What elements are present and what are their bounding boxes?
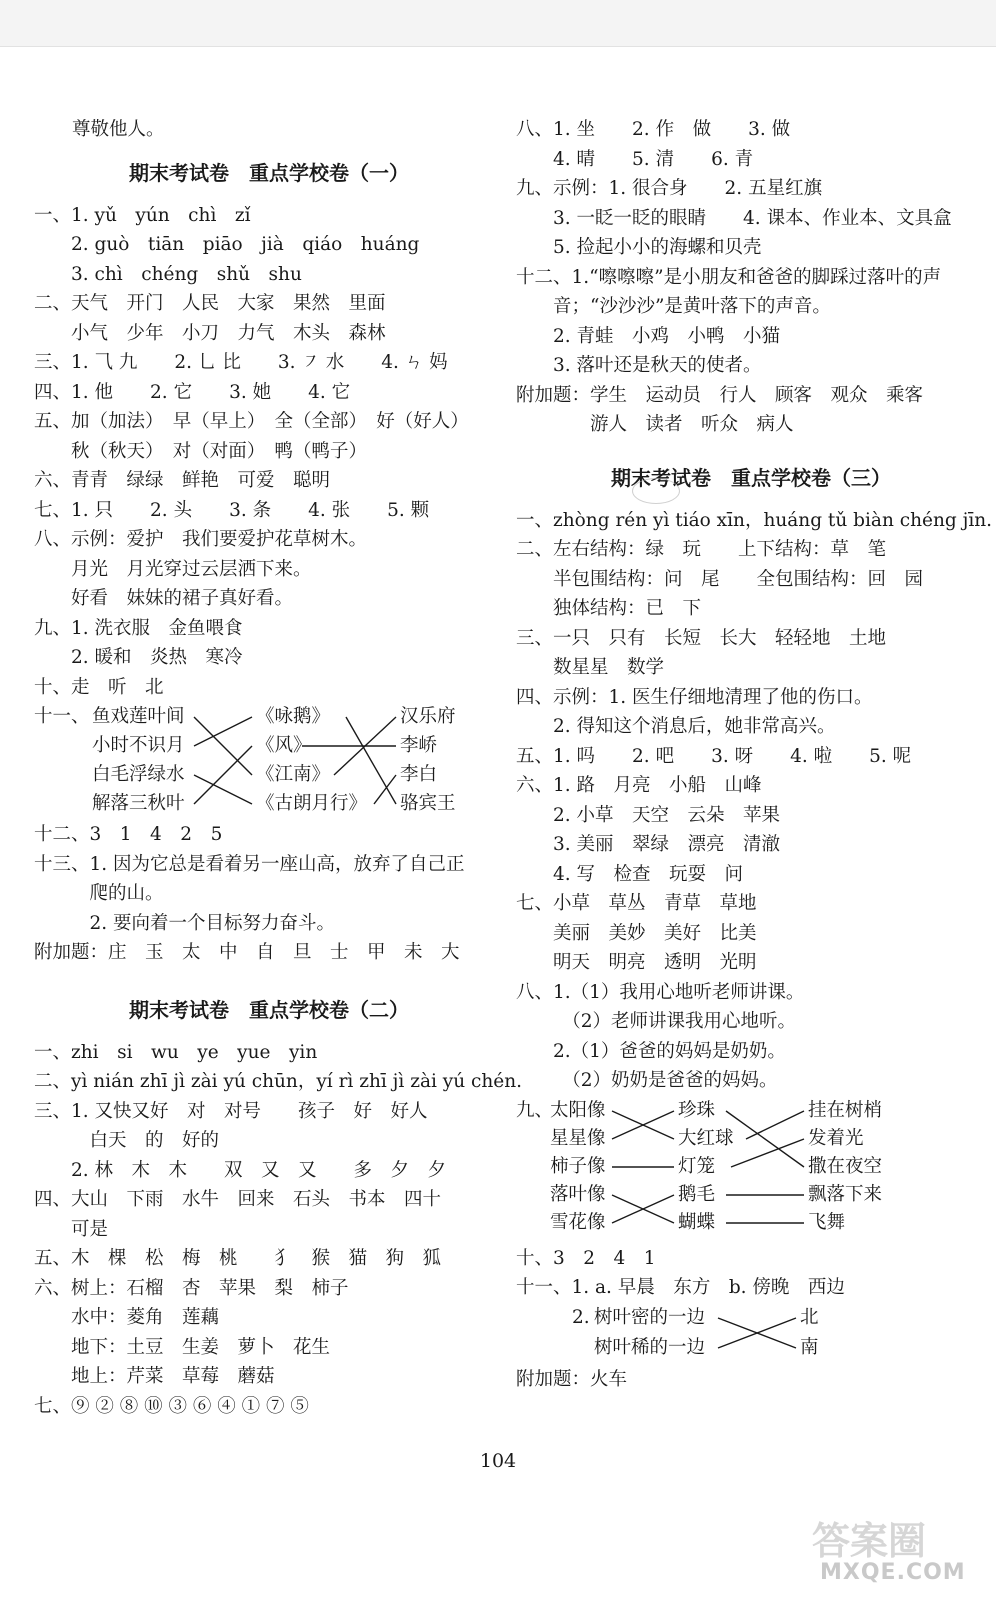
answer-line: 游人 读者 听众 病人	[516, 414, 794, 435]
match-connector-lines	[516, 1096, 986, 1244]
answer-line: 四、1. 他 2. 它 3. 她 4. 它	[34, 381, 351, 403]
answer-line: 七、小草 草丛 青草 草地	[516, 893, 757, 914]
answer-line: 六、树上：石榴 杏 苹果 梨 柿子	[34, 1277, 349, 1299]
poem-match-diagram	[34, 702, 504, 820]
answer-line: 五、木 棵 松 梅 桃 犭 猴 猫 狗 狐	[34, 1248, 442, 1269]
answer-line: 2. 得知这个消息后，她非常高兴。	[516, 716, 836, 737]
answer-line: 秋（秋天） 对（对面） 鸭（鸭子）	[34, 440, 368, 462]
answer-line: 2.（1）爸爸的妈妈是奶奶。	[516, 1040, 786, 1062]
answer-line: 地下：土豆 生姜 萝卜 花生	[34, 1336, 331, 1358]
top-line: 尊敬他人。	[72, 119, 165, 140]
answer-line: （2）老师讲课我用心地听。	[516, 1011, 797, 1032]
answer-line: 3. 美丽 翠绿 漂亮 清澈	[516, 834, 781, 855]
section-3-answers-cont	[516, 1244, 986, 1303]
answer-line: 五、加（加法） 早（早上） 全（全部） 好（好人）	[34, 411, 469, 432]
answer-line: 2. guò tiān piāo jià qiáo huáng	[34, 234, 420, 255]
answer-line: 附加题：学生 运动员 行人 顾客 观众 乘客	[516, 384, 924, 406]
match-line: 小时不识月	[92, 735, 185, 756]
match-object: 珍珠	[678, 1099, 716, 1121]
answer-line: 月光 月光穿过云层洒下来。	[34, 558, 312, 580]
section-1b-answers	[516, 115, 986, 440]
answer-line: 六、青青 绿绿 鲜艳 可爱 聪明	[34, 470, 331, 491]
answer-line: 3. 一眨一眨的眼睛 4. 课本、作业本、文具盒	[516, 207, 952, 229]
answer-line: 十、走 听 北	[34, 676, 164, 698]
match-poem: 《咏鹅》	[256, 706, 331, 727]
answer-line: 可是	[34, 1218, 109, 1240]
match-line: 鱼戏莲叶间	[92, 706, 185, 727]
answer-line: 数星星 数学	[516, 657, 665, 678]
answer-line: 半包围结构：问 尾 全包围结构：回 园	[516, 568, 924, 590]
simile-match-diagram	[516, 1096, 986, 1244]
section-3-answers	[516, 506, 993, 1096]
answer-line: 白天 的 好的	[34, 1130, 220, 1151]
match-action: 撒在夜空	[808, 1155, 883, 1177]
answer-line: 八、示例：爱护 我们要爱护花草树木。	[34, 529, 368, 550]
answer-line: 四、大山 下雨 水牛 回来 石头 书本 四十	[34, 1189, 442, 1210]
match-author: 李白	[400, 764, 438, 785]
left-column	[34, 115, 523, 1421]
section-2-answers	[34, 1038, 523, 1422]
answer-line: 美丽 美妙 美好 比美	[516, 922, 757, 944]
match-left: 树叶密的一边	[594, 1306, 706, 1328]
answer-line: 三、1. ⺄ 九 2. ⺃ 比 3. ㇇ 水 4. ㄣ 妈	[34, 352, 448, 373]
match-object: 鹅毛	[678, 1183, 716, 1205]
match-action: 飘落下来	[808, 1183, 883, 1205]
answer-line: 二、天气 开门 人民 大家 果然 里面	[34, 293, 386, 314]
answer-line: 三、1. 又快又好 对 对号 孩子 好 好人	[34, 1100, 428, 1122]
section-1-answers	[34, 201, 504, 703]
match-right: 南	[800, 1336, 819, 1358]
watermark-url: MXQE.COM	[820, 1560, 966, 1585]
answer-line: 五、1. 吗 2. 吧 3. 呀 4. 啦 5. 呢	[516, 745, 912, 767]
answer-line: 2. 青蛙 小鸡 小鸭 小猫	[516, 325, 781, 347]
match-left: 树叶稀的一边	[594, 1336, 706, 1358]
answer-line: 三、一只 只有 长短 长大 轻轻地 土地	[516, 627, 887, 649]
answer-line: 十一、1. a. 早晨 东方 b. 傍晚 西边	[516, 1277, 845, 1298]
answer-line: 二、yì nián zhī jì zài yú chūn，yí rì zhī jì zài yú chén.	[34, 1071, 523, 1092]
answer-line: 2. 林 木 木 双 又 又 多 夕 夕	[34, 1159, 447, 1181]
answer-line: 九、示例：1. 很合身 2. 五星红旗	[516, 178, 823, 199]
answer-line: 十、3 2 4 1	[516, 1247, 656, 1269]
answer-line: 七、1. 只 2. 头 3. 条 4. 张 5. 颗	[34, 499, 430, 521]
match-subject: 太阳像	[550, 1099, 606, 1121]
match-author: 李峤	[400, 735, 438, 756]
answer-line: 4. 写 检查 玩耍 问	[516, 863, 744, 885]
page-top-edge	[0, 0, 996, 47]
answer-line: 爬的山。	[34, 883, 164, 904]
match-label: 九、	[516, 1099, 554, 1121]
match-connector-lines	[34, 702, 504, 820]
page-number: 104	[479, 1450, 517, 1472]
answer-line: 八、1. 坐 2. 作 做 3. 做	[516, 119, 791, 140]
answer-line: 4. 晴 5. 清 6. 青	[516, 148, 754, 170]
answer-line: 十三、1. 因为它总是看着另一座山高，放弃了自己正	[34, 853, 465, 875]
match-object: 灯笼	[678, 1155, 716, 1177]
answer-line: 一、zhi si wu ye yue yin	[34, 1041, 318, 1063]
section-title-2: 期末考试卷 重点学校卷（二）	[129, 997, 409, 1022]
answer-line: 一、zhòng rén yì tiáo xīn，huáng tǔ biàn chéng jīn.	[516, 509, 993, 531]
answer-line: 2. 要向着一个目标努力奋斗。	[34, 912, 336, 934]
answer-line: 明天 明亮 透明 光明	[516, 952, 757, 973]
section-1-answers-cont	[34, 820, 504, 968]
match-right: 北	[800, 1306, 819, 1328]
section-title-3: 期末考试卷 重点学校卷（三）	[611, 465, 891, 490]
match-author: 汉乐府	[400, 706, 456, 727]
answer-line: （2）奶奶是爸爸的妈妈。	[516, 1070, 778, 1091]
answer-line: 水中：菱角 莲藕	[34, 1307, 220, 1328]
match-subject: 落叶像	[550, 1183, 606, 1205]
match-label: 2.	[572, 1306, 590, 1328]
stamp-icon	[632, 478, 680, 504]
answer-line: 2. 小草 天空 云朵 苹果	[516, 804, 781, 826]
answer-line: 2. 暖和 炎热 寒冷	[34, 647, 243, 668]
match-subject: 星星像	[550, 1127, 606, 1149]
match-line: 解落三秋叶	[92, 793, 185, 814]
answer-line: 四、示例：1. 医生仔细地清理了他的伤口。	[516, 686, 873, 708]
answer-line: 好看 妹妹的裙子真好看。	[34, 588, 294, 609]
match-object: 蝴蝶	[678, 1211, 716, 1233]
answer-line: 二、左右结构：绿 玩 上下结构：草 笔	[516, 539, 887, 560]
match-line: 白毛浮绿水	[92, 764, 185, 785]
match-object: 大红球	[678, 1127, 734, 1149]
match-label: 十一、	[34, 706, 90, 727]
answer-line: 独体结构：已 下	[516, 598, 702, 619]
direction-match-diagram	[516, 1303, 986, 1365]
answer-line: 七、⑨ ② ⑧ ⑩ ③ ⑥ ④ ① ⑦ ⑤	[34, 1395, 309, 1417]
section-title-1: 期末考试卷 重点学校卷（一）	[129, 160, 409, 185]
answer-line: 一、1. yǔ yún chì zǐ	[34, 204, 251, 226]
match-action: 挂在树梢	[808, 1099, 883, 1121]
answer-line: 音；“沙沙沙”是黄叶落下的声音。	[516, 296, 831, 317]
last-line: 附加题：火车	[516, 1368, 628, 1390]
match-subject: 雪花像	[550, 1211, 606, 1233]
watermark-logo: 答案圈	[812, 1519, 927, 1563]
match-subject: 柿子像	[550, 1155, 606, 1177]
match-poem: 《江南》	[256, 764, 331, 785]
answer-line: 十二、3 1 4 2 5	[34, 824, 223, 845]
answer-line: 5. 捡起小小的海螺和贝壳	[516, 237, 762, 258]
match-connector-lines	[516, 1303, 986, 1365]
answer-line: 附加题：庄 玉 太 中 自 旦 士 甲 未 大	[34, 942, 460, 963]
match-author: 骆宾王	[400, 793, 456, 814]
answer-line: 3. 落叶还是秋天的使者。	[516, 355, 762, 376]
match-poem: 《风》	[256, 735, 312, 756]
match-poem: 《古朗月行》	[256, 793, 368, 814]
right-column	[516, 115, 993, 1394]
answer-line: 3. chì chéng shǔ shu	[34, 263, 302, 285]
match-action: 飞舞	[808, 1211, 846, 1233]
answer-line: 十二、1.“嚓嚓嚓”是小朋友和爸爸的脚踩过落叶的声	[516, 266, 942, 288]
answer-line: 小气 少年 小刀 力气 木头 森林	[34, 322, 386, 344]
answer-line: 九、1. 洗衣服 金鱼喂食	[34, 617, 243, 639]
answer-line: 八、1.（1）我用心地听老师讲课。	[516, 981, 805, 1003]
match-action: 发着光	[808, 1127, 864, 1149]
answer-line: 六、1. 路 月亮 小船 山峰	[516, 775, 762, 796]
answer-line: 地上：芹菜 草莓 蘑菇	[34, 1366, 275, 1387]
